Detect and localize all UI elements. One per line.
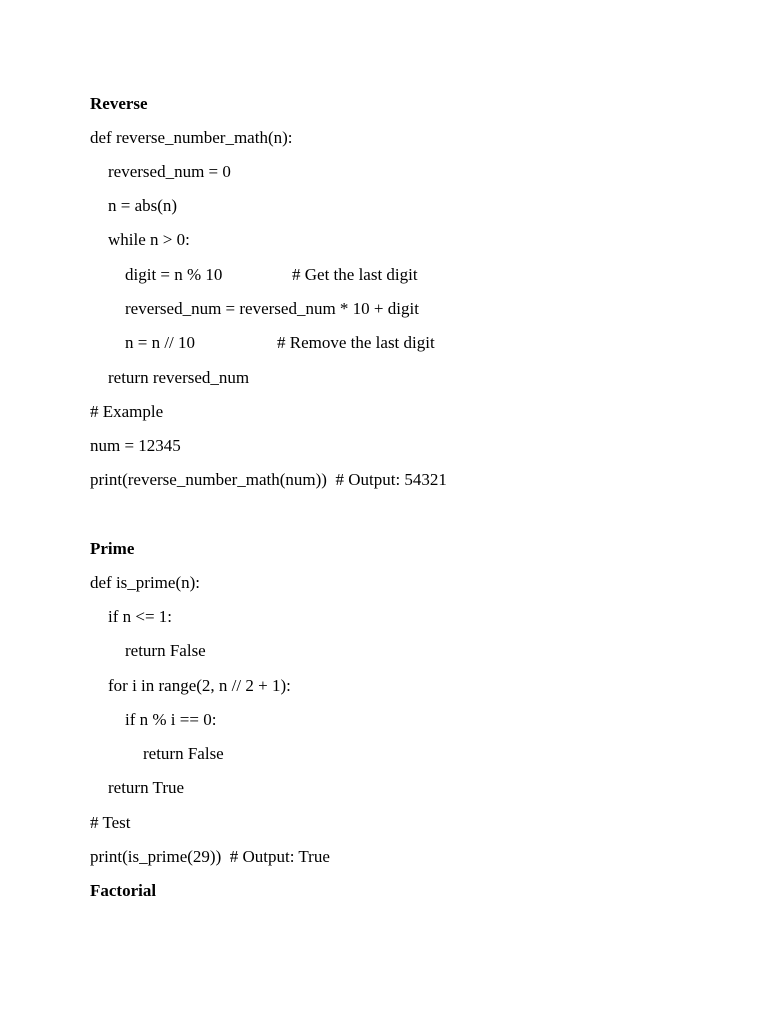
code-line: print(reverse_number_math(num)) # Output: 54321 (90, 470, 447, 489)
code-line: return False (125, 641, 206, 660)
code-line: for i in range(2, n // 2 + 1): (108, 676, 291, 695)
code-line: def is_prime(n): (90, 573, 200, 592)
code-comment: # Get the last digit (292, 265, 418, 284)
code-line: num = 12345 (90, 436, 181, 455)
code-line: return True (108, 778, 185, 797)
code-line: def reverse_number_math(n): (90, 128, 293, 147)
code-comment: # Remove the last digit (277, 333, 435, 352)
code-line: print(is_prime(29)) # Output: True (90, 847, 330, 866)
code-line: n = abs(n) (108, 196, 178, 215)
code-line: # Example (90, 402, 164, 421)
code-line: reversed_num = 0 (108, 162, 231, 181)
section-heading-prime: Prime (90, 539, 135, 558)
code-line: return False (143, 744, 224, 763)
code-line: if n <= 1: (108, 607, 173, 626)
section-heading-reverse: Reverse (90, 94, 148, 113)
code-line: # Test (90, 813, 131, 832)
code-line: digit = n % 10 (125, 265, 223, 284)
code-line: while n > 0: (108, 230, 190, 249)
code-line: if n % i == 0: (125, 710, 217, 729)
code-line: reversed_num = reversed_num * 10 + digit (125, 299, 419, 318)
section-heading-factorial: Factorial (90, 881, 157, 900)
code-line: n = n // 10 (125, 333, 196, 352)
code-line: return reversed_num (108, 368, 250, 387)
